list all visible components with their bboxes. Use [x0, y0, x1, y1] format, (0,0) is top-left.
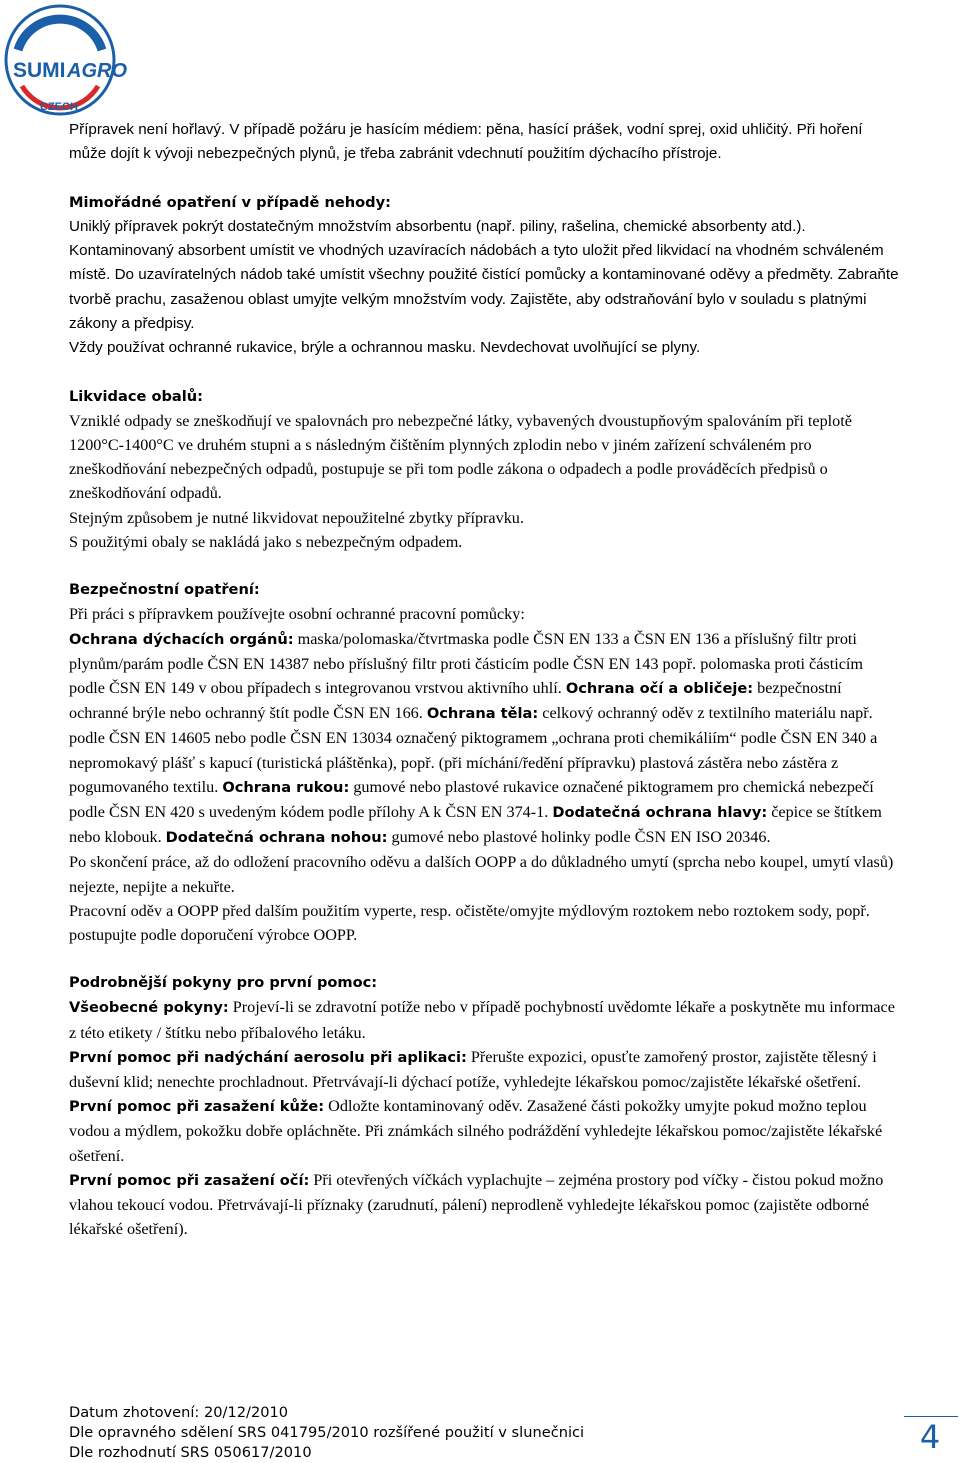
safety-intro: Při práci s přípravkem používejte osobní ochranné pracovní pomůcky: — [69, 605, 525, 624]
inhalation-label: První pomoc při nadýchání aerosolu při aplikaci: — [69, 1048, 467, 1066]
emergency-text: Uniklý přípravek pokrýt dostatečným množstvím absorbentu (např. piliny, rašelina, chemické absorbenty atd.). Kontaminovaný absorbent umístit ve vhodných uzavíracích nádobách a tyto uložit před likvidací na vhodném schváleném místě. Do uzavíratelných nádob také umístit všechny použité čistící pomůcky a kontaminované oděvy a předměty. Zabraňte tvorbě prachu, zasaženou oblast umyjte velkým množstvím vody. Zajistěte, aby odstraňování bylo v souladu s platnými zákony a předpisy. — [69, 217, 899, 333]
eyes-text: bezpečnostní ochranné brýle nebo ochranný štít podle ČSN EN 166. — [69, 678, 842, 723]
feet-text: gumové nebo plastové holinky podle ČSN EN ISO 20346. — [387, 828, 771, 847]
safety-heading: Bezpečnostní opatření: — [69, 581, 260, 599]
head-text: čepice se štítkem nebo klobouk. — [69, 802, 882, 847]
footer-line-3: Dle rozhodnutí SRS 050617/2010 — [69, 1444, 312, 1461]
logo-brand-b: AGRO — [67, 60, 127, 82]
eye-label: První pomoc při zasažení očí: — [69, 1171, 310, 1189]
footer-date: Datum zhotovení: 20/12/2010 — [69, 1404, 289, 1421]
disposal-text-3: S použitými obaly se nakládá jako s nebezpečným odpadem. — [69, 532, 463, 551]
emergency-text-2: Vždy používat ochranné rukavice, brýle a ochrannou masku. Nevdechovat uvolňující se plyny. — [69, 339, 701, 357]
safety-after-work: Po skončení práce, až do odložení pracovního oděvu a dalších OOPP a do důkladného umytí (sprcha nebo koupel, umytí vlasů) nejezte, nepijte a nekuřte. — [69, 853, 894, 896]
hands-label: Ochrana rukou: — [222, 778, 350, 796]
feet-label: Dodatečná ochrana nohou: — [165, 829, 388, 847]
emergency-heading: Mimořádné opatření v případě nehody: — [69, 193, 391, 211]
resp-text: maska/polomaska/čtvrtmaska podle ČSN EN 133 a ČSN EN 136 a příslušný filtr proti plynům/parám podle ČSN EN 14387 nebo příslušný filtr proti částicím podle ČSN EN 143 popř. polomaska proti částicím podle ČSN EN 149 v obou případech s integrovanou vrstvou aktivního uhlí. — [69, 629, 863, 697]
head-label: Dodatečná ochrana hlavy: — [552, 803, 768, 821]
resp-label: Ochrana dýchacích orgánů: — [69, 630, 294, 648]
logo-country: CZECH — [40, 101, 78, 113]
sumiagro-logo — [4, 4, 127, 116]
body-text: celkový ochranný oděv z textilního materiálu např. podle ČSN EN 14605 nebo podle ČSN EN 13034 označený piktogramem „ochrana proti chemikáliím“ podle ČSN EN 340 a nepromokavý plášť s kapucí (turistická pláštěnka), popř. (při míchání/ředění přípravku) plastová zástěra nebo zástěra z pogumovaného textilu. — [69, 704, 878, 796]
skin-text: Odložte kontaminovaný oděv. Zasažené části pokožky umyjte pokud možno teplou vodou a mýdlem, pokožku dobře opláchněte. Při známkách silného podráždění vyhledejte lékařskou pomoc/zajistěte lékařské ošetření. — [69, 1097, 883, 1165]
page-number: 4 — [919, 1418, 941, 1456]
firstaid-skin — [69, 1094, 899, 1168]
eyes-label: Ochrana očí a obličeje: — [565, 679, 754, 697]
fire-section — [69, 118, 899, 361]
general-label: Všeobecné pokyny: — [69, 999, 229, 1017]
footer-line-2: Dle opravného sdělení SRS 041795/2010 rozšířené použití v slunečnici — [69, 1424, 585, 1441]
page-number-rule — [904, 1416, 958, 1417]
logo-brand-a: SUMI — [13, 59, 66, 82]
hands-text: gumové nebo plastové rukavice označené piktogramem pro chemická nebezpečí podle ČSN EN 420 s uvedeným kódem podle přílohy A k ČSN EN 374-1. — [69, 777, 874, 821]
firstaid-inhalation — [69, 1045, 899, 1094]
footer — [69, 1403, 584, 1463]
disposal-text: Vzniklé odpady se zneškodňují ve spalovnách pro nebezpečné látky, vybavených dvoustupňovým spalováním při teplotě 1200°C-1400°C ve druhém stupni a s následným čištěním plynných zplodin nebo v jiném zařízení schváleném pro zneškodňování nebezpečných odpadů, postupuje se při tom podle zákona o odpadech a podle prováděcích předpisů o zneškodňování odpadů. — [69, 411, 852, 503]
disposal-text-2: Stejným způsobem je nutné likvidovat nepoužitelné zbytky přípravku. — [69, 508, 524, 527]
eye-text: Při otevřených víčkách vyplachujte – zejména prostory pod víčky - čistou pokud možno vlahou tekoucí vodou. Přetrvávají-li příznaky (zarudnutí, pálení) neprodleně vyhledejte lékařskou pomoc (zajistěte odborné lékařské ošetření). — [69, 1170, 884, 1239]
fire-text: Přípravek není hořlavý. V případě požáru je hasícím médiem: pěna, hasící prášek, vodní sprej, oxid uhličitý. Při hoření může dojít k vývoji nebezpečných plynů, je třeba zabránit vdechnutí použitím dýchacího přístroje. — [69, 121, 863, 163]
general-text: Projeví-li se zdravotní potíže nebo v případě pochybností uvědomte lékaře a poskytněte mu informace z této etikety / štítku nebo příbalového letáku. — [69, 998, 895, 1042]
document-body — [69, 118, 899, 1241]
firstaid-eyes — [69, 1168, 899, 1242]
body-label: Ochrana těla: — [426, 705, 539, 723]
disposal-heading: Likvidace obalů: — [69, 387, 203, 405]
skin-label: První pomoc při zasažení kůže: — [69, 1098, 325, 1116]
safety-clothes: Pracovní oděv a OOPP před dalším použitím vyperte, resp. očistěte/omyjte mýdlovým roztokem nebo roztokem sody, popř. postupujte podle doporučení výrobce OOPP. — [69, 901, 870, 944]
safety-ppe-paragraph — [69, 627, 899, 851]
inhalation-text: Přerušte expozici, opusťte zamořený prostor, zajistěte tělesný i duševní klid; nenechte prochladnout. Přetrvávají-li dýchací potíže, vyhledejte lékařskou pomoc/zajistěte lékařské ošetření. — [69, 1047, 877, 1091]
firstaid-general — [69, 995, 899, 1044]
disposal-section — [69, 385, 899, 1242]
firstaid-heading: Podrobnější pokyny pro první pomoc: — [69, 974, 378, 992]
